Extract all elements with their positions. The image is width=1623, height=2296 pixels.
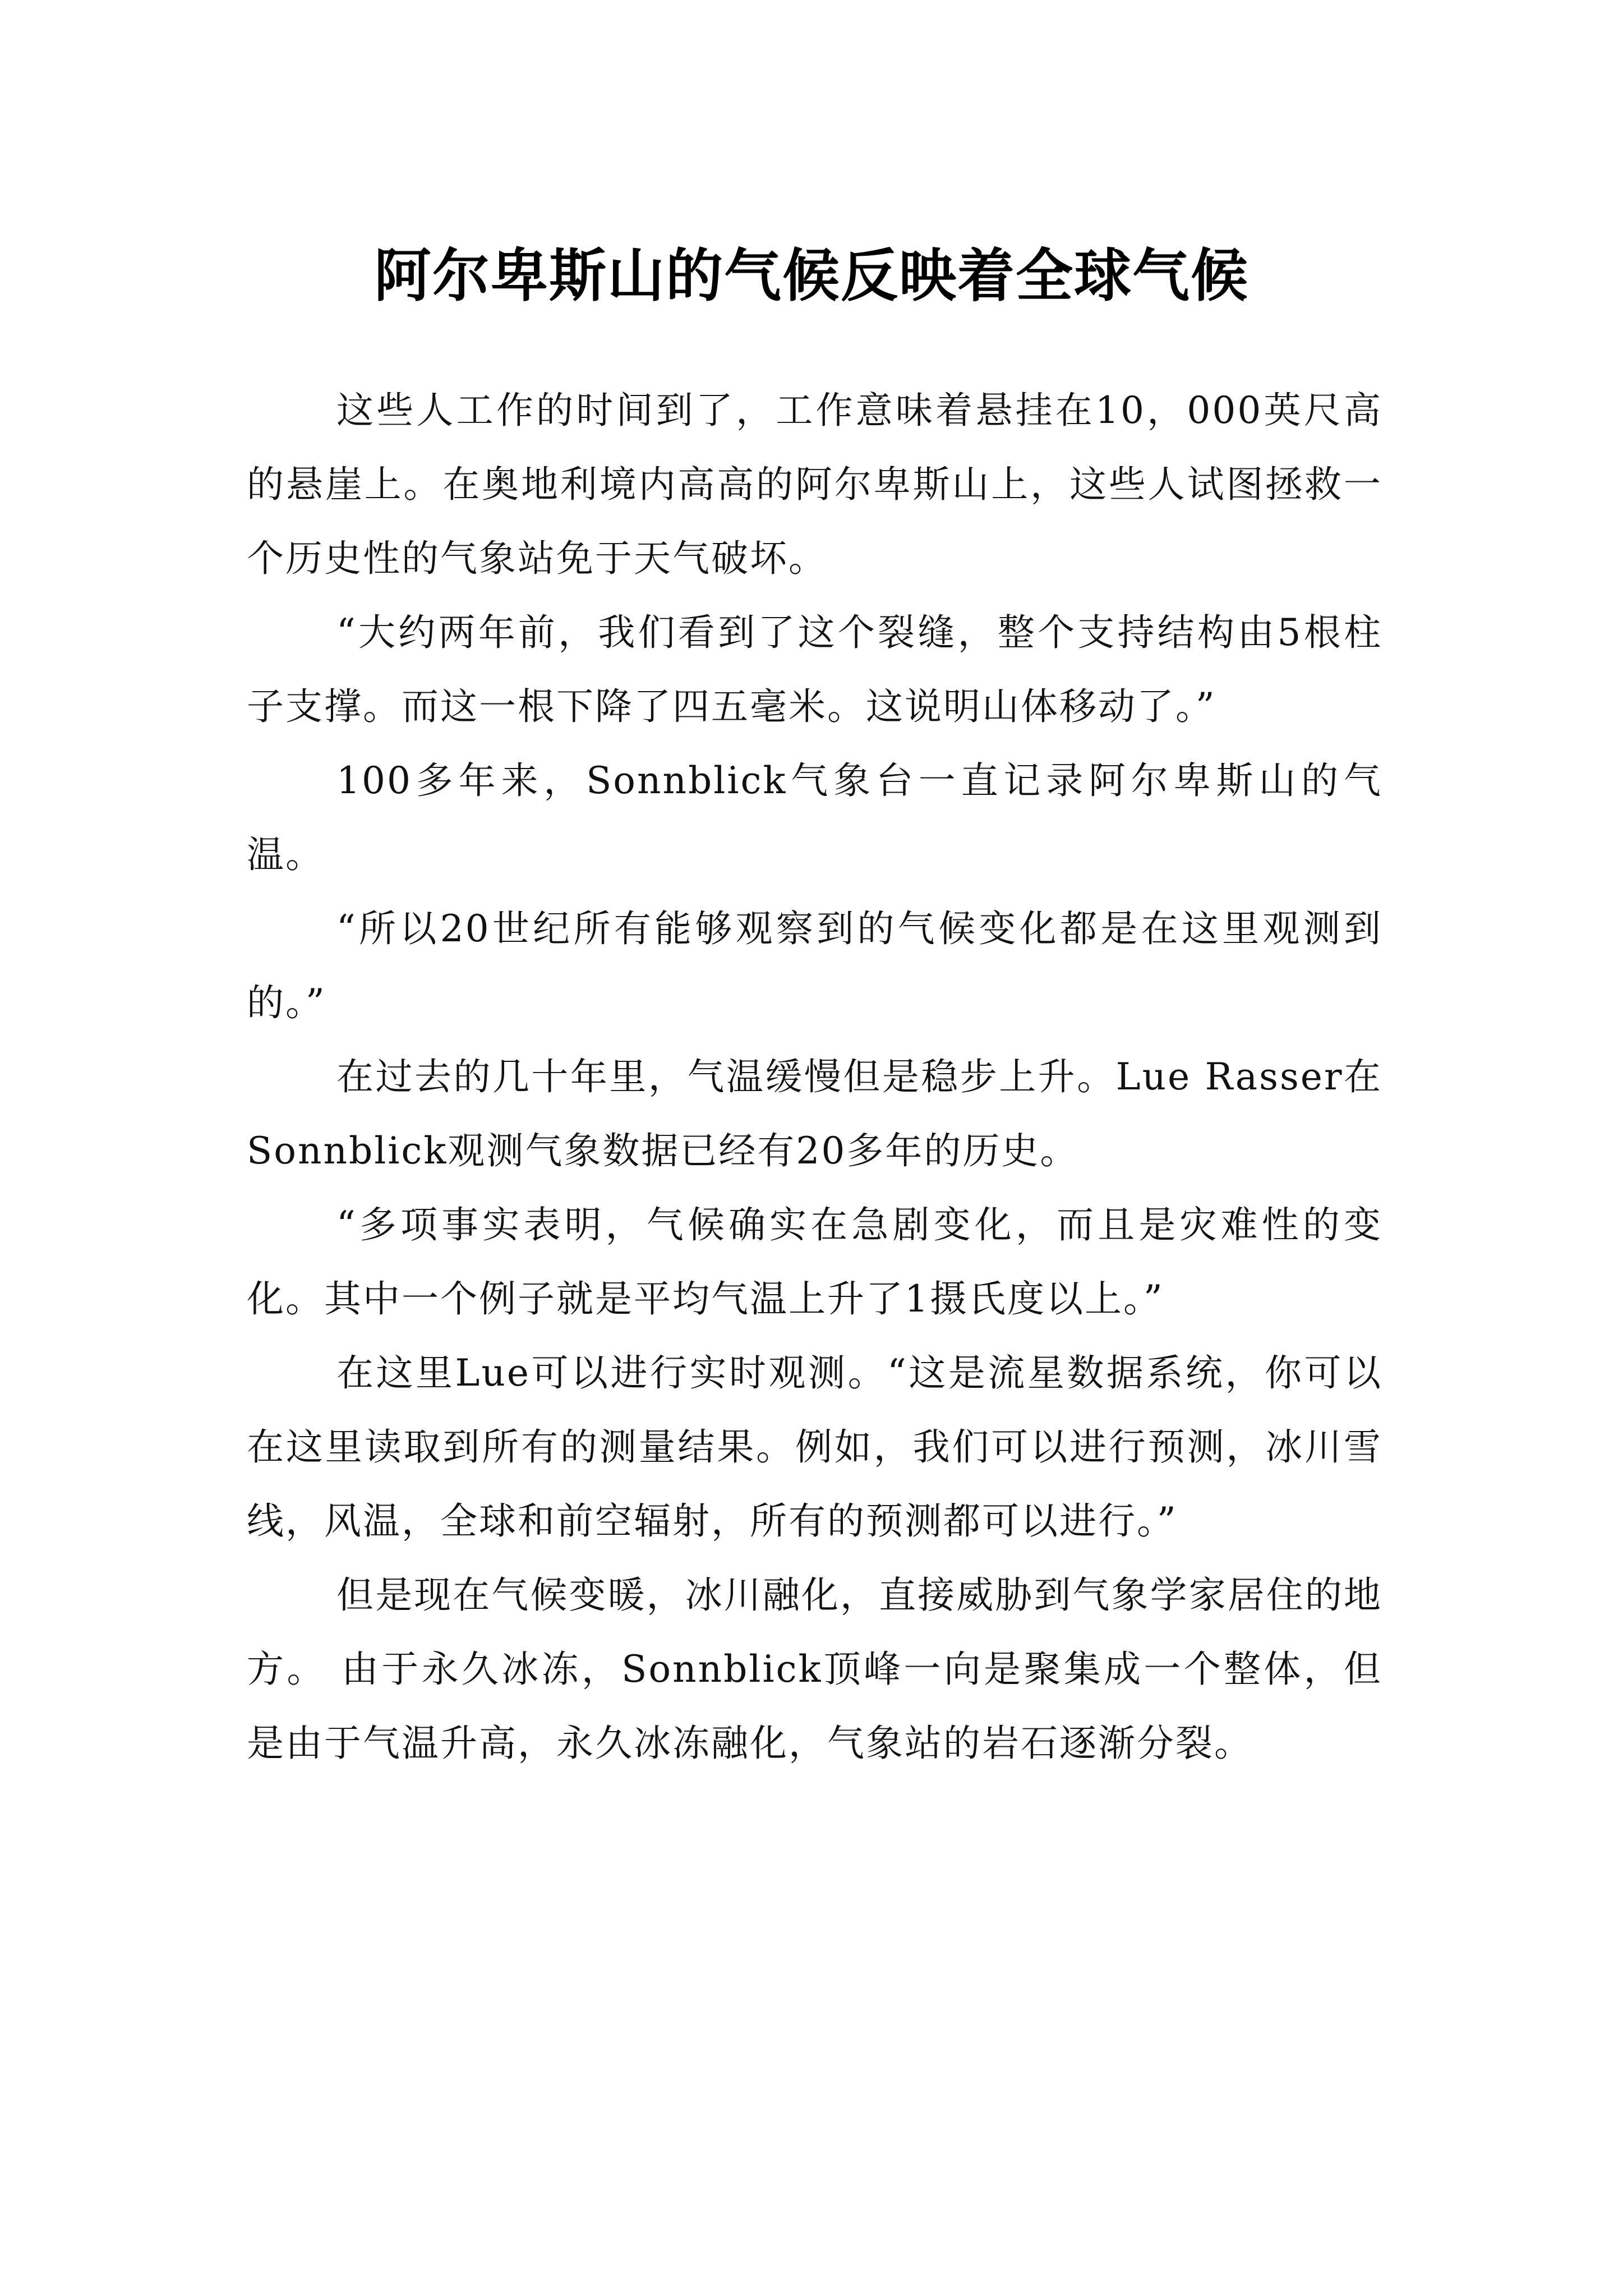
paragraph: 这些人工作的时间到了，工作意味着悬挂在10，000英尺高的悬崖上。在奥地利境内高高的阿尔卑斯山上，这些人试图拯救一个历史性的气象站免于天气破坏。 <box>247 389 1382 580</box>
paragraph: 但是现在气候变暖，冰川融化，直接威胁到气象学家居住的地方。 由于永久冰冻，Sonnblick顶峰一向是聚集成一个整体，但是由于气温升高，永久冰冻融化，气象站的岩石逐渐分裂。 <box>247 1573 1382 1765</box>
paragraph: 100多年来，Sonnblick气象台一直记录阿尔卑斯山的气温。 <box>247 759 1382 876</box>
paragraph: 在过去的几十年里，气温缓慢但是稳步上升。Lue Rasser在Sonnblick观测气象数据已经有20多年的历史。 <box>247 1055 1382 1172</box>
paragraph: “多项事实表明，气候确实在急剧变化，而且是灾难性的变化。其中一个例子就是平均气温上升了1摄氏度以上。” <box>247 1203 1382 1320</box>
paragraph: “所以20世纪所有能够观察到的气候变化都是在这里观测到的。” <box>247 907 1382 1024</box>
document-body <box>247 374 1382 1780</box>
paragraph: “大约两年前，我们看到了这个裂缝，整个支持结构由5根柱子支撑。而这一根下降了四五毫米。这说明山体移动了。” <box>247 611 1382 728</box>
paragraph: 在这里Lue可以进行实时观测。“这是流星数据系统，你可以在这里读取到所有的测量结果。例如，我们可以进行预测，冰川雪线，风温，全球和前空辐射，所有的预测都可以进行。” <box>247 1351 1382 1543</box>
document-title: 阿尔卑斯山的气候反映着全球气候 <box>374 243 1249 310</box>
